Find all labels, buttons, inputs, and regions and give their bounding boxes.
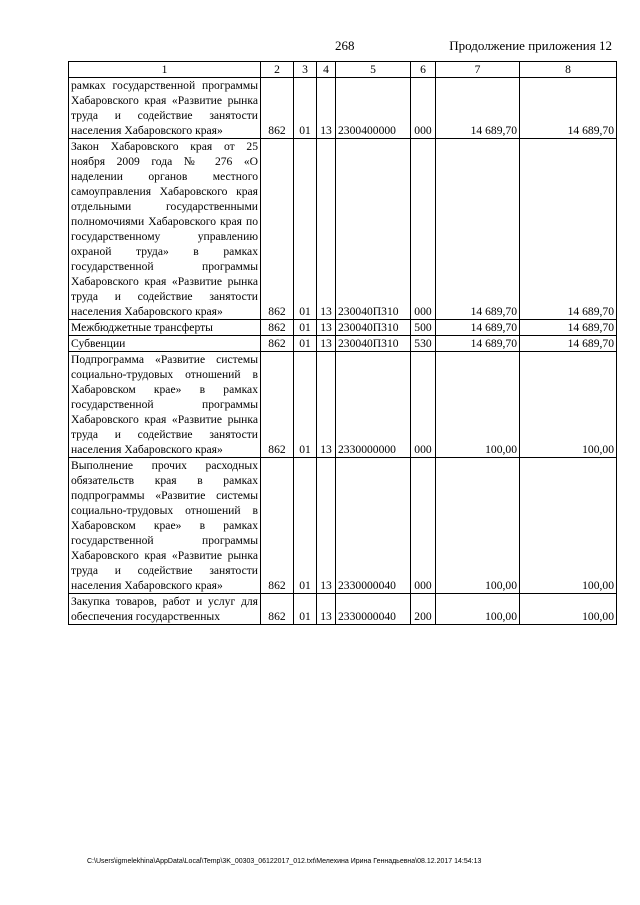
subsection-code: 13 (317, 352, 336, 458)
expense-type: 000 (411, 458, 436, 594)
column-header: 4 (317, 62, 336, 78)
amount-year-2: 14 689,70 (520, 336, 617, 352)
expense-type: 200 (411, 594, 436, 625)
row-description: Подпрограмма «Развитие системы социально-трудовых отношений в Хабаровском крае» в рамках государственной программы Хабаровского края «Развитие рынка труда и содействие занятости населения Хабаровского края» (69, 352, 261, 458)
table-row (69, 139, 617, 320)
table-row (69, 336, 617, 352)
amount-year-2: 100,00 (520, 594, 617, 625)
admin-code: 862 (261, 458, 294, 594)
table-row (69, 320, 617, 336)
column-header: 2 (261, 62, 294, 78)
row-description: рамках государственной программы Хабаровского края «Развитие рынка труда и содействие занятости населения Хабаровского края» (69, 78, 261, 139)
subsection-code: 13 (317, 594, 336, 625)
expense-type: 500 (411, 320, 436, 336)
column-header: 5 (336, 62, 411, 78)
section-code: 01 (294, 594, 317, 625)
footer-file-path: C:\Users\igmelekhina\AppData\Local\Temp\3K_00303_06122017_012.txt\Мелехина Ирина Геннадьевна\08.12.2017 14:54:13 (87, 858, 482, 865)
admin-code: 862 (261, 336, 294, 352)
section-code: 01 (294, 320, 317, 336)
expense-type: 000 (411, 78, 436, 139)
column-header: 8 (520, 62, 617, 78)
section-code: 01 (294, 352, 317, 458)
row-description: Выполнение прочих расходных обязательств края в рамках подпрограммы «Развитие системы социально-трудовых отношений в Хабаровском крае» в рамках государственной программы Хабаровского края «Развитие рынка труда и содействие занятости населения Хабаровского края» (69, 458, 261, 594)
section-code: 01 (294, 139, 317, 320)
amount-year-2: 14 689,70 (520, 139, 617, 320)
subsection-code: 13 (317, 458, 336, 594)
page-number: 268 (335, 38, 355, 53)
amount-year-1: 100,00 (436, 594, 520, 625)
column-number-row (69, 62, 617, 78)
row-description: Межбюджетные трансферты (69, 320, 261, 336)
section-code: 01 (294, 458, 317, 594)
subsection-code: 13 (317, 139, 336, 320)
target-article: 2330000040 (336, 594, 411, 625)
target-article: 2330000040 (336, 458, 411, 594)
amount-year-1: 14 689,70 (436, 320, 520, 336)
admin-code: 862 (261, 352, 294, 458)
amount-year-2: 14 689,70 (520, 78, 617, 139)
amount-year-1: 100,00 (436, 352, 520, 458)
subsection-code: 13 (317, 78, 336, 139)
admin-code: 862 (261, 78, 294, 139)
amount-year-1: 100,00 (436, 458, 520, 594)
column-header: 7 (436, 62, 520, 78)
appendix-label: Продолжение приложения 12 (449, 38, 612, 53)
column-header: 6 (411, 62, 436, 78)
amount-year-2: 100,00 (520, 352, 617, 458)
target-article: 230040П310 (336, 139, 411, 320)
target-article: 230040П310 (336, 320, 411, 336)
target-article: 2300400000 (336, 78, 411, 139)
table-row (69, 458, 617, 594)
subsection-code: 13 (317, 320, 336, 336)
table-row (69, 78, 617, 139)
admin-code: 862 (261, 594, 294, 625)
amount-year-1: 14 689,70 (436, 336, 520, 352)
column-header: 3 (294, 62, 317, 78)
admin-code: 862 (261, 320, 294, 336)
expense-type: 530 (411, 336, 436, 352)
section-code: 01 (294, 78, 317, 139)
section-code: 01 (294, 336, 317, 352)
row-description: Закупка товаров, работ и услуг для обеспечения государственных (69, 594, 261, 625)
target-article: 2330000000 (336, 352, 411, 458)
admin-code: 862 (261, 139, 294, 320)
row-description: Закон Хабаровского края от 25 ноября 2009 года № 276 «О наделении органов местного самоуправления Хабаровского края отдельными государственными полномочиями Хабаровского края по государственному управлению охраной труда» в рамках государственной программы Хабаровского края «Развитие рынка труда и содействие занятости населения Хабаровского края» (69, 139, 261, 320)
table-row (69, 594, 617, 625)
amount-year-2: 100,00 (520, 458, 617, 594)
amount-year-1: 14 689,70 (436, 139, 520, 320)
subsection-code: 13 (317, 336, 336, 352)
column-header: 1 (69, 62, 261, 78)
amount-year-1: 14 689,70 (436, 78, 520, 139)
expense-type: 000 (411, 139, 436, 320)
row-description: Субвенции (69, 336, 261, 352)
target-article: 230040П310 (336, 336, 411, 352)
amount-year-2: 14 689,70 (520, 320, 617, 336)
table-row (69, 352, 617, 458)
expense-type: 000 (411, 352, 436, 458)
budget-table (68, 61, 617, 625)
